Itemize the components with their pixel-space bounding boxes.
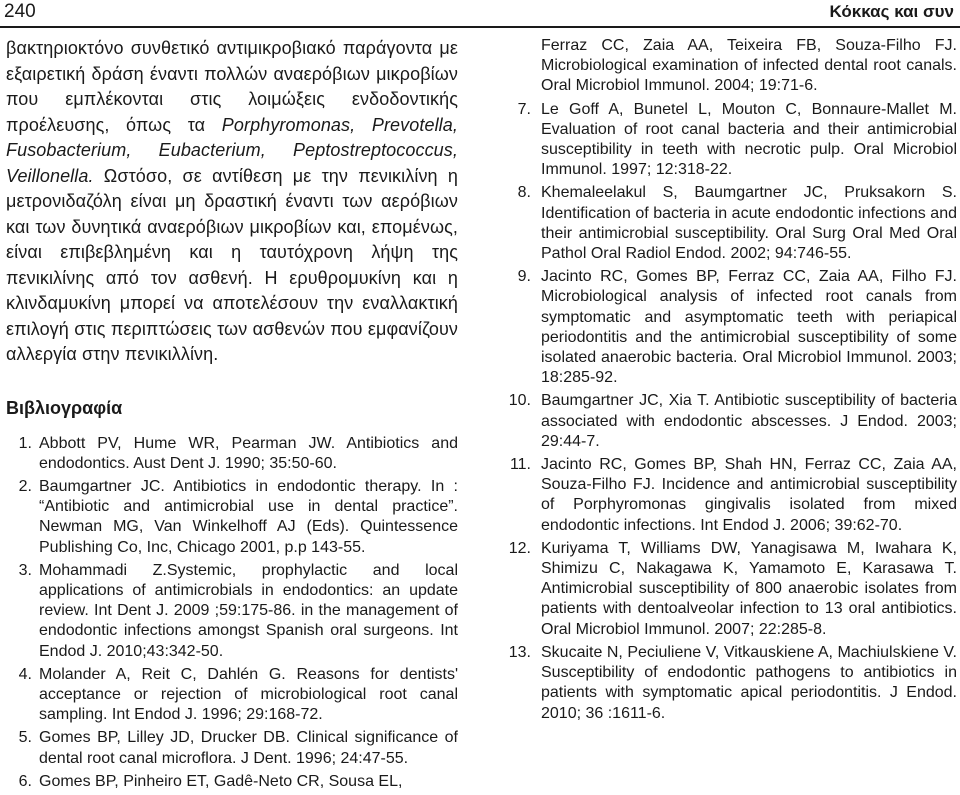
reference-list-right [505,36,957,724]
reference-item [505,100,957,181]
reference-number: 10. [508,392,531,410]
reference-item [6,477,458,558]
reference-text: Jacinto RC, Gomes BP, Ferraz CC, Zaia AA, Filho FJ. Microbiological analysis of infected root canals from symptomatic and asymptomatic teeth with periapical periodontitis and the antimicrobial susceptibility of some isolated anaerobic bacteria. Oral Microbiol Immunol. 2003; 18:285-92. [541,268,957,387]
reference-text: Gomes BP, Lilley JD, Drucker DB. Clinical significance of dental root canal microflora. J Dent. 1996; 24:47-55. [39,729,458,767]
reference-number: 6. [18,772,32,790]
reference-number: 8. [517,184,531,202]
reference-text: Skucaite N, Peciuliene V, Vitkauskiene A, Machiulskiene V. Susceptibility of endodontic pathogens to antibiotics in patients with symptomatic apical periodontitis. J Endod. 2010; 36 :1611-6. [541,643,957,722]
reference-item [505,183,957,264]
reference-number: 13. [508,643,531,661]
reference-number: 9. [517,268,531,286]
reference-item [505,455,957,536]
reference-item [6,434,458,474]
reference-list-left [6,434,458,792]
reference-text: Baumgartner JC. Antibiotics in endodontic therapy. In : “Antibiotic and antimicrobial use in dental practice”. Newman MG, Van Winkelhoff AJ (Eds). Quintessence Publishing Co, Inc, Chicago 2001, p.p 143-55. [39,477,458,556]
reference-number: 11. [509,456,531,474]
reference-text: Kuriyama T, Williams DW, Yanagisawa M, Iwahara K, Shimizu C, Nakagawa K, Yamamoto E, Karasawa T. Antimicrobial susceptibility of 800 anaerobic isolates from patients with dentoalveolar infection to 13 oral antibiotics. Oral Microbiol Immunol. 2007; 22:285-8. [541,539,957,638]
running-title: Κόκκας και συν [829,2,954,21]
organism-names: Porphyromonas, Prevotella, Fusobacterium, Eubacterium, Peptostreptococcus, Veillonella. [6,114,458,186]
reference-text: Abbott PV, Hume WR, Pearman JW. Antibiotics and endodontics. Aust Dent J. 1990; 35:50-60. [39,434,458,472]
reference-item [505,539,957,640]
reference-number: 2. [18,477,32,495]
reference-item [505,267,957,388]
reference-item [6,728,458,768]
body-paragraph [6,36,458,368]
reference-number: 12. [508,539,531,557]
reference-text: Ferraz CC, Zaia AA, Teixeira FB, Souza-Filho FJ. Microbiological examination of infected dental root canals. Oral Microbiol Immunol. 2004; 19:71-6. [541,37,957,95]
reference-item [505,391,957,452]
reference-text: Le Goff A, Bunetel L, Mouton C, Bonnaure-Mallet M. Evaluation of root canal bacteria and their antimicrobial susceptibility in teeth with necrotic pulp. Oral Microbiol Immunol. 1997; 12:318-22. [541,100,957,179]
reference-item [6,665,458,726]
reference-text: Jacinto RC, Gomes BP, Shah HN, Ferraz CC, Zaia AA, Souza-Filho FJ. Incidence and antimicrobial susceptibility of Porphyromonas gingivalis isolated from mixed endodontic infections. Int Endod J. 2006; 39:62-70. [541,456,957,534]
right-column [505,36,957,727]
bibliography-title: Βιβλιογραφία [6,397,123,418]
reference-number: 4. [18,665,32,683]
reference-item [505,36,957,97]
reference-text: Mohammadi Z.Systemic, prophylactic and local applications of antimicrobials in endodontics: an update review. Int Dent J. 2009 ;59:175-86. in the management of endodontic infections amongst Spanish oral surgeons. Int Endod J. 2010;43:342-50. [39,561,458,660]
reference-number: 1. [18,434,32,452]
reference-item [6,561,458,662]
reference-text: Khemaleelakul S, Baumgartner JC, Pruksakorn S. Identification of bacteria in acute endodontic infections and their antimicrobial susceptibility. Oral Surg Oral Med Oral Pathol Oral Radiol Endod. 2002; 94:746-55. [541,184,957,263]
page-header [0,0,960,28]
page-number: 240 [4,1,36,22]
reference-number: 5. [18,729,32,747]
reference-number: 7. [517,100,531,118]
reference-text: Gomes BP, Pinheiro ET, Gadê-Neto CR, Sousa EL, [39,772,403,790]
reference-text: Molander A, Reit C, Dahlén G. Reasons for dentists' acceptance or rejection of microbiological root canal sampling. Int Endod J. 1996; 29:168-72. [39,665,458,724]
reference-item [505,643,957,724]
left-column [6,36,458,795]
reference-text: Baumgartner JC, Xia T. Antibiotic susceptibility of bacteria associated with endodontic abscesses. J Endod. 2003; 29:44-7. [541,392,957,450]
paragraph-text-start: βακτηριοκτόνο συνθετικό αντιμικροβιακό παράγοντα με εξαιρετική δράση έναντι πολλών αναερόβιων μικροβίων που εμπλέκονται στις λοιμώξεις ενδοδοντικής προέλευσης, όπως τα [6,38,458,135]
paragraph-text-end: Ωστόσο, σε αντίθεση με την πενικιλίνη η μετρονιδαζόλη είναι μη δραστική έναντι των αερόβιων και των δυνητικά αναερόβιων μικροβίων και, επομένως, είναι επιβεβλημένη και η ταυτόχρονη λήψη της πενικιλίνης από τον ασθενή. Η ερυθρομυκίνη και η κλινδαμυκίνη μπορεί να αποτελέσουν την εναλλακτική επιλογή στις περιπτώσεις των ασθενών που εμφανίζουν αλλεργία στην πενικιλλίνη. [6,165,458,364]
reference-number: 3. [18,561,32,579]
